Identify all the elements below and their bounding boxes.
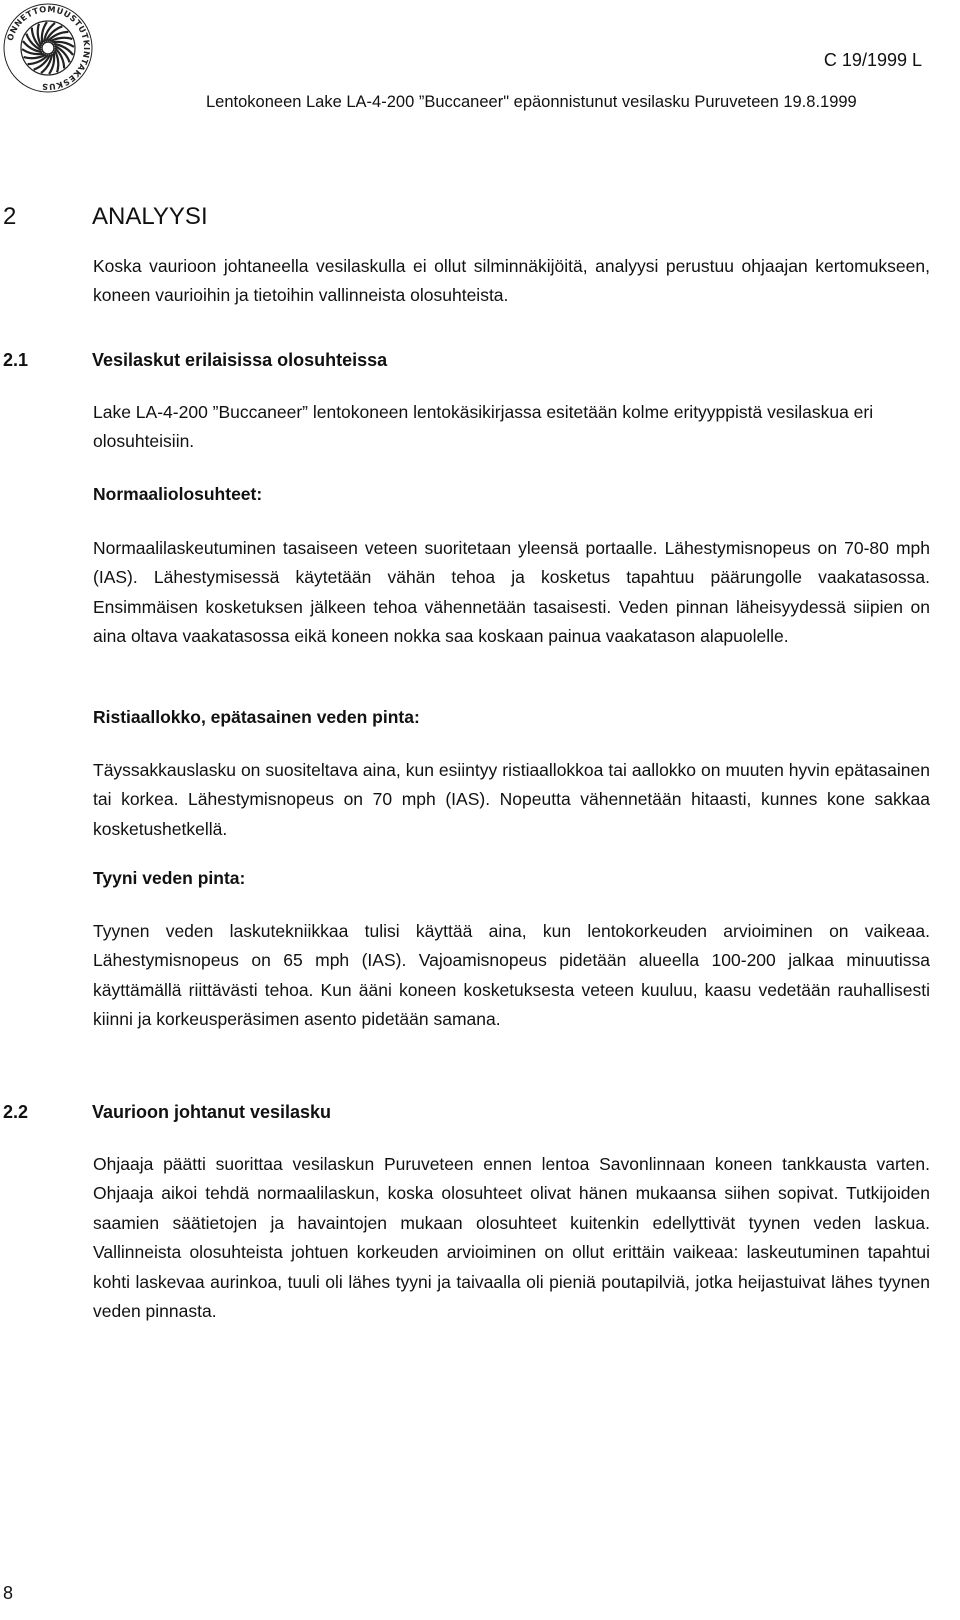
page-number: 8 xyxy=(3,1583,14,1603)
onnettomuustutkintakeskus-logo-icon xyxy=(2,2,94,94)
subsection-2-2-heading xyxy=(3,1100,331,1124)
report-id: C 19/1999 L xyxy=(823,50,922,70)
calm-water-paragraph: Tyynen veden laskutekniikkaa tulisi käyttää aina, kun lentokorkeuden arvioiminen on vaikeaa. Lähestymisnopeus on 65 mph (IAS). Vajoamisnopeus pidetään alueella 100-200 jalkaa minuutissa käyttämällä riittävästi tehoa. Kun ääni koneen kosketuksesta veteen kuuluu, kaasu vedetään rauhallisesti kiinni ja korkeusperäsimen asento pidetään samana. xyxy=(93,921,930,1030)
section-heading xyxy=(3,202,208,232)
normal-conditions-label: Normaaliolosuhteet: xyxy=(93,484,263,504)
seal-ray xyxy=(38,24,42,46)
svg-text:ONNETTOMUUSTUTKINTAKESKUS: ONNETTOMUUSTUTKINTAKESKUS xyxy=(4,3,93,93)
subsection-2-1-number: 2.1 xyxy=(3,350,29,370)
section-intro-paragraph: Koska vaurioon johtaneella vesilaskulla ei ollut silminnäkijöitä, analyysi perustuu ohjaajan kertomukseen, koneen vaurioihin ja tietoihin vallinneista olosuhteista. xyxy=(93,256,930,306)
logo-seal xyxy=(2,2,94,94)
subsection-2-1-intro: Lake LA-4-200 ”Buccaneer” lentokoneen lentokäsikirjassa esitetään kolme erityyppistä vesilaskua eri olosuhteisiin. xyxy=(93,402,874,452)
normal-conditions-paragraph: Normaalilaskeutuminen tasaiseen veteen suoritetaan yleensä portaalle. Lähestymisnopeus on 70-80 mph (IAS). Lähestymisessä käytetään vähän tehoa ja kosketus tapahtuu päärungolle vaakatasossa. Ensimmäisen kosketuksen jälkeen tehoa vähennetään tasaisesti. Veden pinnan läheisyydessä siipien on aina oltava vaakatasossa eikä koneen nokka saa koskaan painua vaakatason alapuolelle. xyxy=(93,538,930,647)
rough-water-label: Ristiaallokko, epätasainen veden pinta: xyxy=(93,707,420,727)
calm-water-label: Tyyni veden pinta: xyxy=(93,868,246,888)
section-title: ANALYYSI xyxy=(92,203,208,230)
report-title: Lentokoneen Lake LA-4-200 ”Buccaneer" epäonnistunut vesilasku Puruveteen 19.8.1999 xyxy=(206,93,857,111)
seal-ray xyxy=(24,55,46,59)
seal-ray xyxy=(50,38,72,42)
rough-water-paragraph: Täyssakkauslasku on suositeltava aina, kun esiintyy ristiaallokkoa tai aallokko on muuten hyvin epätasainen tai korkea. Lähestymisnopeus on 70 mph (IAS). Nopeutta vähennetään hitaasti, kunnes kone sakkaa kosketushetkellä. xyxy=(93,760,930,839)
section-number: 2 xyxy=(3,203,17,230)
subsection-2-2-title: Vaurioon johtanut vesilasku xyxy=(92,1102,332,1122)
subsection-2-2-paragraph: Ohjaaja päätti suorittaa vesilaskun Puruveteen ennen lentoa Savonlinnaan koneen tankkausta varten. Ohjaaja aikoi tehdä normaalilaskun, koska olosuhteet olivat hänen mukaansa siihen sopivat. Tutkijoiden saamien säätietojen ja havaintojen mukaan olosuhteet kuitenkin edellyttivät tyynen veden laskua. Vallinneista olosuhteista johtuen korkeuden arvioiminen on ollut erittäin vaikeaa: laskeutuminen tapahtui kohti laskevaa aurinkoa, tuuli oli lähes tyyni ja taivaalla oli pieniä poutapilviä, jotka heijastuivat lähes tyynen veden pinnasta. xyxy=(93,1154,930,1322)
seal-ray xyxy=(55,50,59,72)
subsection-2-1-title: Vesilaskut erilaisissa olosuhteissa xyxy=(92,350,388,370)
subsection-2-1-heading xyxy=(3,348,387,372)
subsection-2-2-number: 2.2 xyxy=(3,1102,29,1122)
